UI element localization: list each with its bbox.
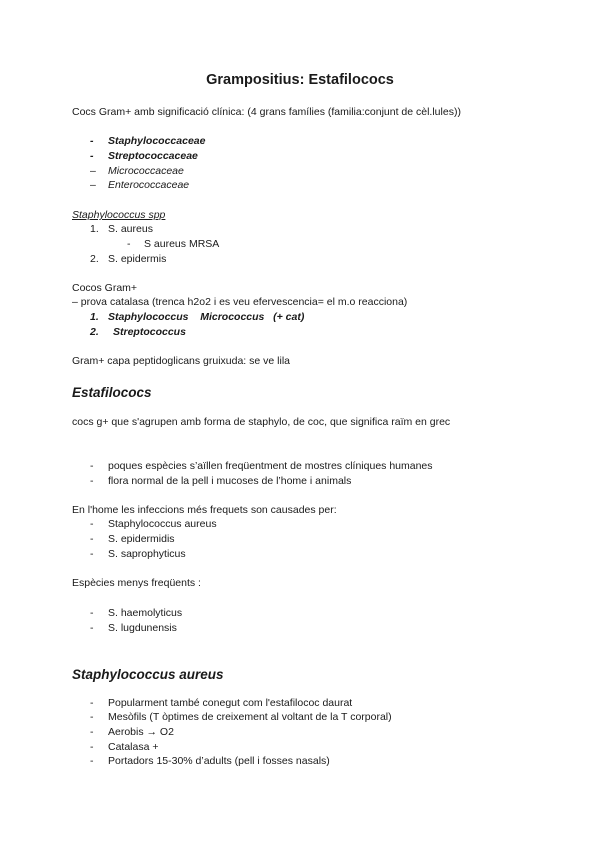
list-marker: - — [127, 238, 131, 250]
dash-bullet: - — [90, 607, 94, 619]
infections-intro: En l'home les infeccions més frequets son causades per: — [72, 504, 337, 516]
list-item: S. epidermidis — [108, 533, 175, 545]
catalasa-line: – prova catalasa (trenca h2o2 i es veu efervescencia= el m.o reacciona) — [72, 296, 408, 308]
list-item: poques espècies s’aïllen freqüentment de mostres clíniques humanes — [108, 460, 433, 472]
gram-note: Gram+ capa peptidoglicans gruixuda: se ve lila — [72, 355, 290, 367]
list-marker: 2. — [90, 326, 99, 338]
list-marker: - — [90, 135, 94, 147]
list-marker: – — [90, 179, 96, 191]
list-item: S. aureus — [108, 223, 153, 235]
page-title: Grampositius: Estafilococs — [206, 72, 394, 88]
intro-text: Cocs Gram+ amb significació clínica: (4 grans famílies (familia:conjunt de cèl.lules)) — [72, 106, 461, 118]
list-marker: – — [90, 165, 96, 177]
dash-bullet: - — [90, 726, 94, 738]
list-item: Streptococcaceae — [108, 150, 198, 162]
list-item: Micrococcaceae — [108, 165, 184, 177]
list-item: Aerobis → O2 — [108, 726, 174, 738]
list-item: S. epidermis — [108, 253, 167, 265]
list-item: flora normal de la pell i mucoses de l’home i animals — [108, 475, 352, 487]
dash-bullet: - — [90, 697, 94, 709]
list-marker: 1. — [90, 311, 99, 323]
list-marker: 2. — [90, 253, 99, 265]
list-item: Enterococcaceae — [108, 179, 190, 191]
list-item: Popularment també conegut com l'estafilococ daurat — [108, 697, 353, 709]
dash-bullet: - — [90, 622, 94, 634]
list-item: Catalasa + — [108, 741, 159, 753]
dash-bullet: - — [90, 460, 94, 472]
dash-bullet: - — [90, 755, 94, 767]
section-description: cocs g+ que s'agrupen amb forma de staphylo, de coc, que significa raïm en grec — [72, 416, 451, 428]
list-marker: 1. — [90, 223, 99, 235]
list-item: Mesòfils (T òptimes de creixement al voltant de la T corporal) — [108, 711, 392, 723]
list-item: S. saprophyticus — [108, 548, 186, 560]
dash-bullet: - — [90, 475, 94, 487]
section-title-staphylococcus-aureus: Staphylococcus aureus — [72, 667, 224, 682]
list-item: Streptococcus — [113, 326, 186, 338]
section-title-estafilococs: Estafilococs — [72, 385, 152, 400]
dash-bullet: - — [90, 548, 94, 560]
list-item: Staphylococcus Micrococcus (+ cat) — [108, 311, 305, 323]
list-item: Staphylococcus aureus — [108, 518, 217, 530]
cocos-heading: Cocos Gram+ — [72, 282, 138, 294]
spp-heading: Staphylococcus spp — [72, 209, 166, 221]
list-item: S. lugdunensis — [108, 622, 177, 634]
dash-bullet: - — [90, 711, 94, 723]
list-marker: - — [90, 150, 94, 162]
list-item: S aureus MRSA — [144, 238, 220, 250]
dash-bullet: - — [90, 533, 94, 545]
list-item: S. haemolyticus — [108, 607, 183, 619]
list-item: Portadors 15-30% d’adults (pell i fosses nasals) — [108, 755, 330, 767]
list-item: Staphylococcaceae — [108, 135, 206, 147]
dash-bullet: - — [90, 518, 94, 530]
less-frequent-intro: Espècies menys freqüents : — [72, 577, 201, 589]
dash-bullet: - — [90, 741, 94, 753]
